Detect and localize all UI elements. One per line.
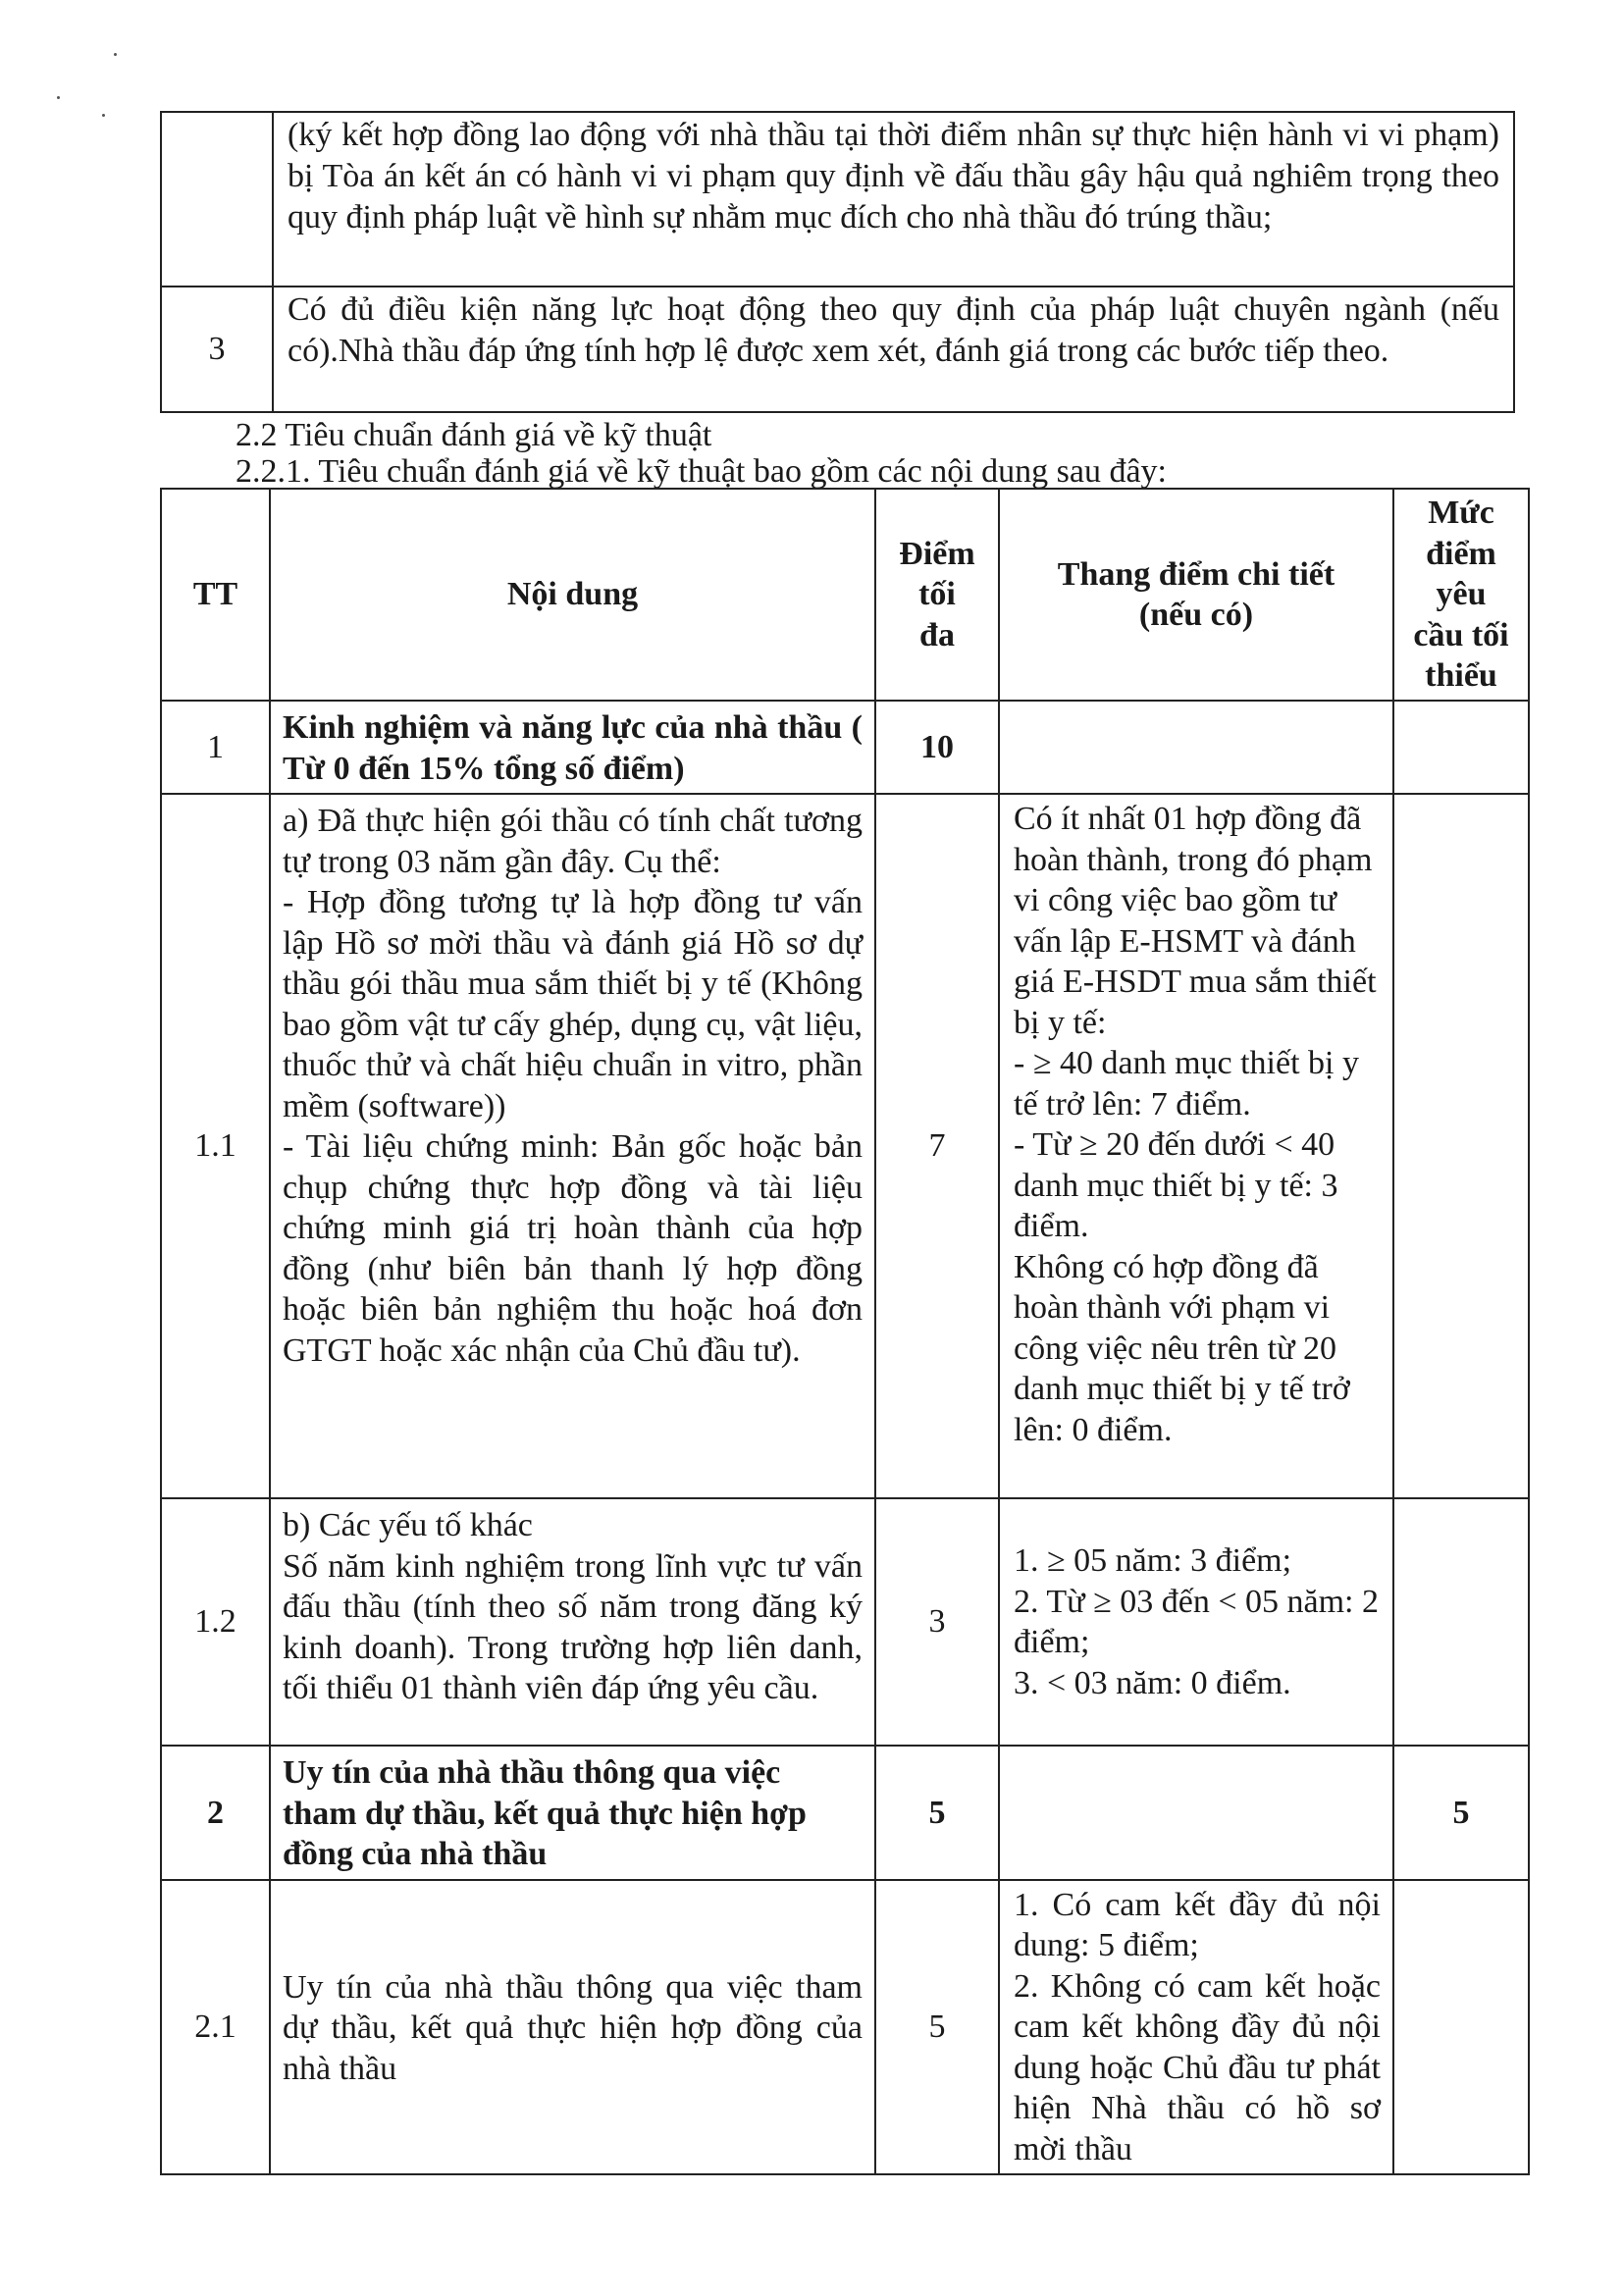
cell-diem: 7 bbox=[875, 794, 999, 1498]
header-diem-toi-da: Điểm tối đa bbox=[875, 489, 999, 701]
row-number bbox=[161, 112, 273, 287]
cell-tt: 2.1 bbox=[161, 1880, 270, 2175]
cell-tt: 1.1 bbox=[161, 794, 270, 1498]
header-thang-diem: Thang điểm chi tiết (nếu có) bbox=[999, 489, 1393, 701]
header-noi-dung: Nội dung bbox=[270, 489, 875, 701]
cell-noi-dung: Uy tín của nhà thầu thông qua việc tham dự thầu, kết quả thực hiện hợp đồng của nhà thầu bbox=[270, 1880, 875, 2175]
header-muc-diem: Mức điểm yêu cầu tối thiểu bbox=[1393, 489, 1529, 701]
table-row bbox=[161, 287, 1514, 412]
cell-noi-dung: a) Đã thực hiện gói thầu có tính chất tương tự trong 03 năm gần đây. Cụ thể: - Hợp đồng tương tự là hợp đồng tư vấn lập Hồ sơ mời thầu và đánh giá Hồ sơ dự thầu gói thầu mua sắm thiết bị y tế (Không bao gồm vật tư cấy ghép, dụng cụ, vật liệu, thuốc thử và chất hiệu chuẩn in vitro, phần mềm (software)) - Tài liệu chứng minh: Bản gốc hoặc bản chụp chứng thực hợp đồng và tài liệu chứng minh giá trị hoàn thành của hợp đồng (như biên bản thanh lý hợp đồng hoặc biên bản nghiệm thu hoặc hoá đơn GTGT hoặc xác nhận của Chủ đầu tư). bbox=[270, 794, 875, 1498]
scan-speck bbox=[102, 114, 105, 117]
table-row bbox=[161, 1880, 1529, 2175]
table-row bbox=[161, 112, 1514, 287]
cell-tt: 2 bbox=[161, 1746, 270, 1880]
row-text: (ký kết hợp đồng lao động với nhà thầu tại thời điểm nhân sự thực hiện hành vi vi phạm) bị Tòa án kết án có hành vi vi phạm quy định về đấu thầu gây hậu quả nghiêm trọng theo quy định pháp luật về hình sự nhằm mục đích cho nhà thầu đó trúng thầu; bbox=[273, 112, 1514, 287]
cell-diem: 10 bbox=[875, 701, 999, 794]
table-row bbox=[161, 1498, 1529, 1746]
cell-diem: 5 bbox=[875, 1880, 999, 2175]
section-heading: 2.2 Tiêu chuẩn đánh giá về kỹ thuật bbox=[236, 417, 712, 453]
cell-muc-diem bbox=[1393, 1880, 1529, 2175]
table-row bbox=[161, 701, 1529, 794]
cell-muc-diem: 5 bbox=[1393, 1746, 1529, 1880]
cell-thang-diem bbox=[999, 701, 1393, 794]
scan-speck bbox=[57, 96, 60, 99]
header-tt: TT bbox=[161, 489, 270, 701]
subsection-heading: 2.2.1. Tiêu chuẩn đánh giá về kỹ thuật bao gồm các nội dung sau đây: bbox=[236, 453, 1167, 490]
cell-muc-diem bbox=[1393, 701, 1529, 794]
cell-diem: 5 bbox=[875, 1746, 999, 1880]
cell-noi-dung: b) Các yếu tố khác Số năm kinh nghiệm trong lĩnh vực tư vấn đấu thầu (tính theo số năm trong đăng ký kinh doanh). Trong trường hợp liên danh, tối thiểu 01 thành viên đáp ứng yêu cầu. bbox=[270, 1498, 875, 1746]
row-text: Có đủ điều kiện năng lực hoạt động theo quy định của pháp luật chuyên ngành (nếu có).Nhà thầu đáp ứng tính hợp lệ được xem xét, đánh giá trong các bước tiếp theo. bbox=[273, 287, 1514, 412]
cell-thang-diem bbox=[999, 1746, 1393, 1880]
cell-thang-diem: 1. Có cam kết đầy đủ nội dung: 5 điểm; 2. Không có cam kết hoặc cam kết không đầy đủ nội dung hoặc Chủ đầu tư phát hiện Nhà thầu có hồ sơ mời thầu bbox=[999, 1880, 1393, 2175]
eligibility-table-continued bbox=[160, 111, 1515, 413]
cell-muc-diem bbox=[1393, 1498, 1529, 1746]
table-header-row bbox=[161, 489, 1529, 701]
cell-thang-diem: Có ít nhất 01 hợp đồng đã hoàn thành, trong đó phạm vi công việc bao gồm tư vấn lập E-HSMT và đánh giá E-HSDT mua sắm thiết bị y tế: - ≥ 40 danh mục thiết bị y tế trở lên: 7 điểm. - Từ ≥ 20 đến dưới < 40 danh mục thiết bị y tế: 3 điểm. Không có hợp đồng đã hoàn thành với phạm vi công việc nêu trên từ 20 danh mục thiết bị y tế trở lên: 0 điểm. bbox=[999, 794, 1393, 1498]
cell-diem: 3 bbox=[875, 1498, 999, 1746]
cell-tt: 1 bbox=[161, 701, 270, 794]
cell-tt: 1.2 bbox=[161, 1498, 270, 1746]
technical-criteria-table bbox=[160, 488, 1530, 2175]
cell-noi-dung: Kinh nghiệm và năng lực của nhà thầu ( Từ 0 đến 15% tổng số điểm) bbox=[270, 701, 875, 794]
row-number: 3 bbox=[161, 287, 273, 412]
scan-speck bbox=[114, 53, 117, 56]
cell-noi-dung: Uy tín của nhà thầu thông qua việc tham dự thầu, kết quả thực hiện hợp đồng của nhà thầu bbox=[270, 1746, 875, 1880]
table-row bbox=[161, 1746, 1529, 1880]
table-row bbox=[161, 794, 1529, 1498]
cell-muc-diem bbox=[1393, 794, 1529, 1498]
cell-thang-diem: 1. ≥ 05 năm: 3 điểm; 2. Từ ≥ 03 đến < 05 năm: 2 điểm; 3. < 03 năm: 0 điểm. bbox=[999, 1498, 1393, 1746]
